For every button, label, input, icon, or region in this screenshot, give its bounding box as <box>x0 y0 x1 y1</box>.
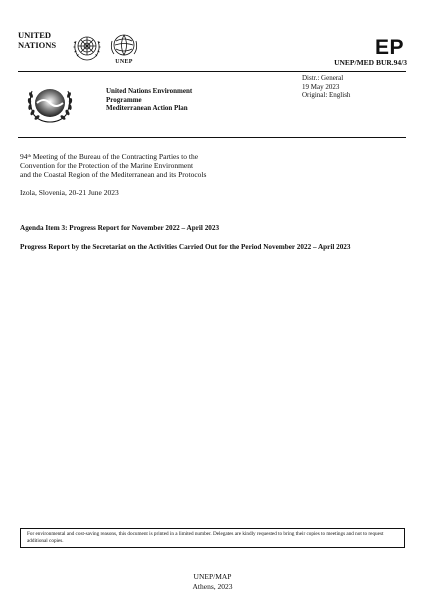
meeting-line-3: and the Coastal Region of the Mediterranean and its Protocols <box>20 170 207 179</box>
footer-place-year: Athens, 2023 <box>192 581 233 591</box>
page-footer <box>0 572 425 591</box>
report-title: Progress Report by the Secretariat on the Activities Carried Out for the Period November 2022 – April 2023 <box>20 243 351 251</box>
meeting-line-2: Convention for the Protection of the Marine Environment <box>20 161 194 170</box>
organization-block <box>106 87 192 113</box>
original-language: Original: English <box>302 91 351 99</box>
united-nations-line2: NATIONS <box>18 40 57 50</box>
document-symbol: UNEP/MED BUR.94/3 <box>334 58 407 67</box>
meeting-location: Izola, Slovenia, 20-21 June 2023 <box>20 188 119 197</box>
distribution-meta <box>302 74 350 100</box>
ep-mark: EP <box>375 36 405 59</box>
document-date: 19 May 2023 <box>302 82 340 91</box>
distribution: Distr.: General <box>302 74 344 82</box>
united-nations-line1: UNITED <box>18 30 52 40</box>
environmental-note: For environmental and cost-saving reasons, this document is printed in a limited number. Delegates are kindly requested to bring their copies to meetings and not to request additional copies. <box>20 528 405 548</box>
un-emblem-icon <box>72 33 102 63</box>
org-line-3: Mediterranean Action Plan <box>106 104 188 112</box>
meeting-ordinal-suffix: th <box>27 153 32 158</box>
unep-logo-text: UNEP <box>115 59 133 65</box>
map-emblem-icon <box>24 81 76 127</box>
section-rule <box>18 137 406 138</box>
agenda-item: Agenda Item 3: Progress Report for November 2022 – April 2023 <box>20 224 220 232</box>
org-line-1: United Nations Environment <box>106 87 193 95</box>
meeting-ordinal: 94 <box>20 152 28 161</box>
footer-org: UNEP/MAP <box>193 572 232 581</box>
meeting-title <box>20 152 320 179</box>
meeting-line-1-text: Meeting of the Bureau of the Contracting Parties to the <box>31 152 199 161</box>
meeting-line-1 <box>20 152 320 161</box>
united-nations-label <box>18 30 56 50</box>
header-rule <box>18 71 406 72</box>
org-line-2: Programme <box>106 95 142 104</box>
